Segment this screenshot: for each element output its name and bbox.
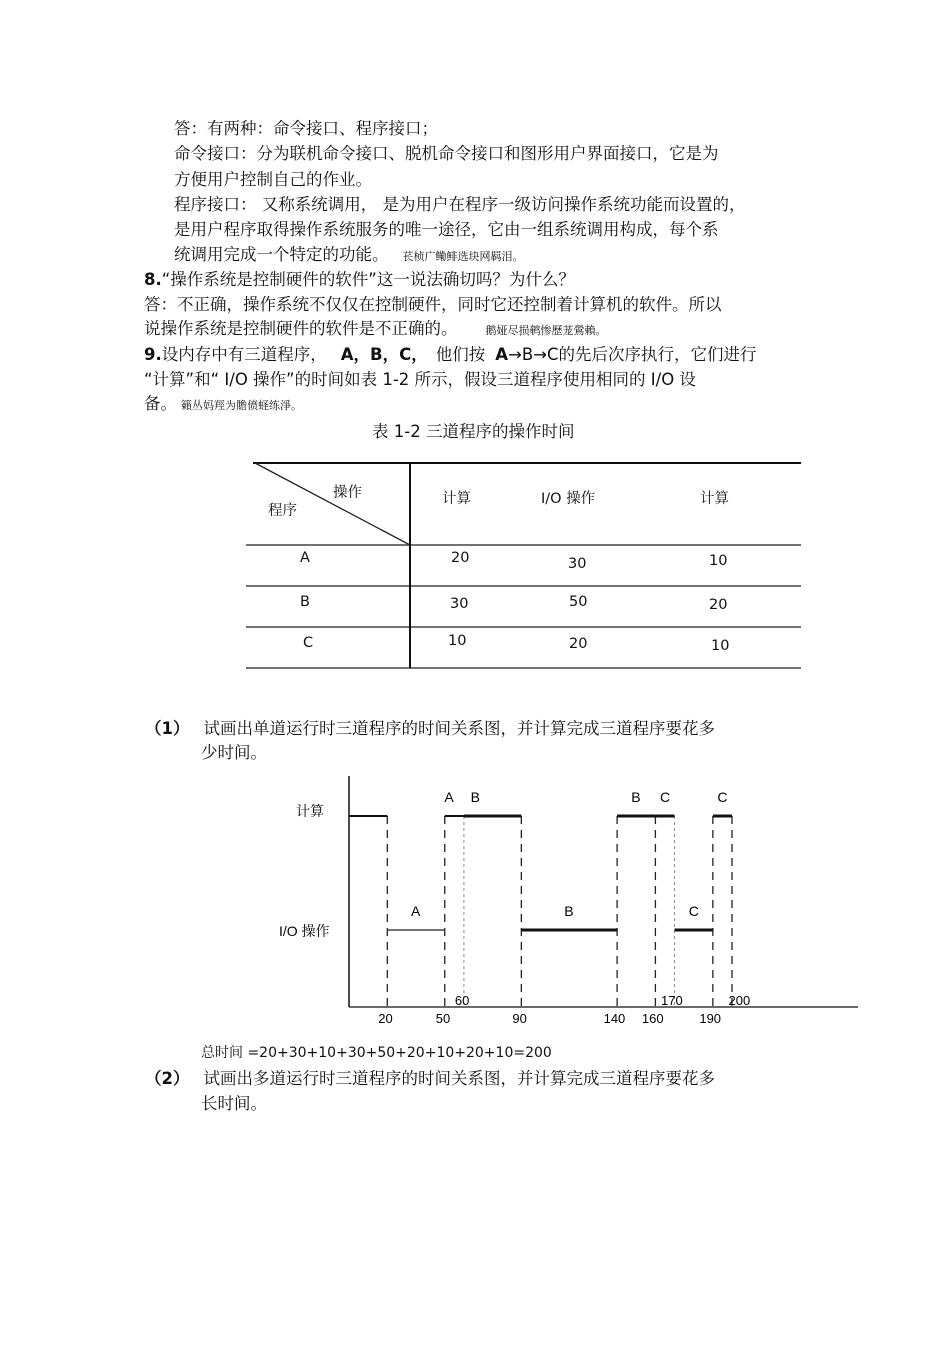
compute-segment-label: C: [659, 789, 671, 805]
compute-segment-label: C: [717, 789, 728, 805]
timeline-row-io: I/O 操作: [279, 923, 330, 939]
table-diag-top: 操作: [333, 485, 362, 501]
table-caption: 表 1-2 三道程序的操作时间: [372, 422, 575, 441]
question-8-number: 8.: [144, 270, 162, 289]
table-header-compute-1: 计算: [442, 491, 471, 507]
part-1-line-2: 少时间。: [201, 743, 267, 762]
table-header-compute-2: 计算: [700, 491, 729, 507]
tick-label: 20: [378, 1011, 393, 1026]
part-1-line-1: [145, 718, 715, 740]
table-header-io: I/O 操作: [541, 491, 596, 507]
answer-line-5: 是用户程序取得操作系统服务的唯一途径，它由一组系统调用构成，每个系: [174, 220, 719, 239]
tick-label: 190: [699, 1011, 722, 1026]
total-time: 总时间 =20+30+10+30+50+20+10+20+10=200: [201, 1045, 552, 1061]
part-2-marker: （2）: [145, 1069, 190, 1088]
table-diag-bottom: 程序: [268, 503, 297, 519]
question-8-text: “操作系统是控制硬件的软件”这一说法确切吗？为什么？: [161, 270, 575, 289]
answer-line-6-text: 统调用完成一个特定的功能。: [174, 245, 389, 264]
part-2-line-1: [145, 1068, 715, 1090]
table-row-b-io: 50: [569, 594, 588, 610]
io-segment-label: A: [411, 903, 421, 919]
garbled-note-1: 苌桢广鳓鲱选块网羁泪。: [402, 250, 524, 263]
table-row-a-program: A: [300, 550, 310, 566]
compute-segment-label: B: [631, 789, 641, 805]
compute-segment-label: B: [470, 789, 480, 805]
timeline-diagram: [0, 760, 950, 1030]
answer-line-2: 命令接口：分为联机命令接口、脱机命令接口和图形用户界面接口，它是为: [174, 144, 719, 163]
answer-line-1: 答：有两种：命令接口、程序接口；: [174, 119, 438, 138]
io-segment-label: C: [688, 903, 699, 919]
tick-label: 140: [603, 1011, 626, 1026]
answer-line-4: 程序接口： 又称系统调用， 是为用户在程序一级访问操作系统功能而设置的，: [174, 195, 746, 214]
answer-8-line-2-text: 说操作系统是控制硬件的软件是不正确的。: [144, 319, 458, 338]
question-9-programs: A，B，C，: [340, 345, 428, 364]
table-row-b-compute-1: 30: [450, 596, 469, 612]
table-row-c-program: C: [303, 635, 314, 651]
table-row-b-program: B: [300, 594, 310, 610]
garbled-note-2: 鹅娅尽损鹌惨歷茏鶯賴。: [485, 324, 607, 337]
part-1-text: 试画出单道运行时三道程序的时间关系图，并计算完成三道程序要花多: [203, 719, 715, 738]
question-9-text-a: 设内存中有三道程序，: [161, 345, 327, 364]
tick-label: 50: [435, 1011, 451, 1026]
garbled-note-3: 籟丛妈羥为贍偾蛏练淨。: [181, 399, 302, 412]
table-row-c-compute-1: 10: [448, 633, 467, 649]
table-row-b-compute-2: 20: [709, 597, 728, 613]
table-row-a-compute-2: 10: [709, 553, 728, 569]
compute-segment-label: A: [444, 789, 454, 805]
part-2-text: 试画出多道运行时三道程序的时间关系图，并计算完成三道程序要花多: [203, 1069, 715, 1088]
part-1-marker: （1）: [145, 719, 190, 738]
question-9-line-3-text: 备。: [144, 394, 177, 413]
tick-label: 200: [728, 993, 751, 1008]
question-9-seq-a: A: [495, 345, 508, 364]
question-9-seq-rest: →B→C的先后次序执行，它们进行: [508, 345, 757, 364]
tick-label: 170: [661, 993, 683, 1008]
question-9-text-b: 他们按: [435, 345, 486, 364]
tick-label: 60: [454, 993, 470, 1008]
answer-8-line-1: 答：不正确，操作系统不仅仅在控制硬件，同时它还控制着计算机的软件。所以: [144, 295, 722, 314]
answer-line-3: 方便用户控制自己的作业。: [174, 170, 372, 189]
tick-label: 160: [641, 1011, 664, 1026]
table-row-a-io: 30: [568, 556, 587, 572]
tick-label: 90: [512, 1011, 527, 1026]
part-2-line-2: 长时间。: [201, 1094, 267, 1113]
io-segment-label: B: [564, 903, 574, 919]
table-row-a-compute-1: 20: [451, 550, 470, 566]
question-9-number: 9.: [144, 345, 162, 364]
timeline-row-compute: 计算: [296, 803, 324, 819]
table-row-c-compute-2: 10: [711, 638, 730, 654]
table-row-c-io: 20: [569, 636, 588, 652]
question-9-line-2: “计算”和“ I/O 操作”的时间如表 1-2 所示，假设三道程序使用相同的 I/O 设: [144, 370, 696, 389]
